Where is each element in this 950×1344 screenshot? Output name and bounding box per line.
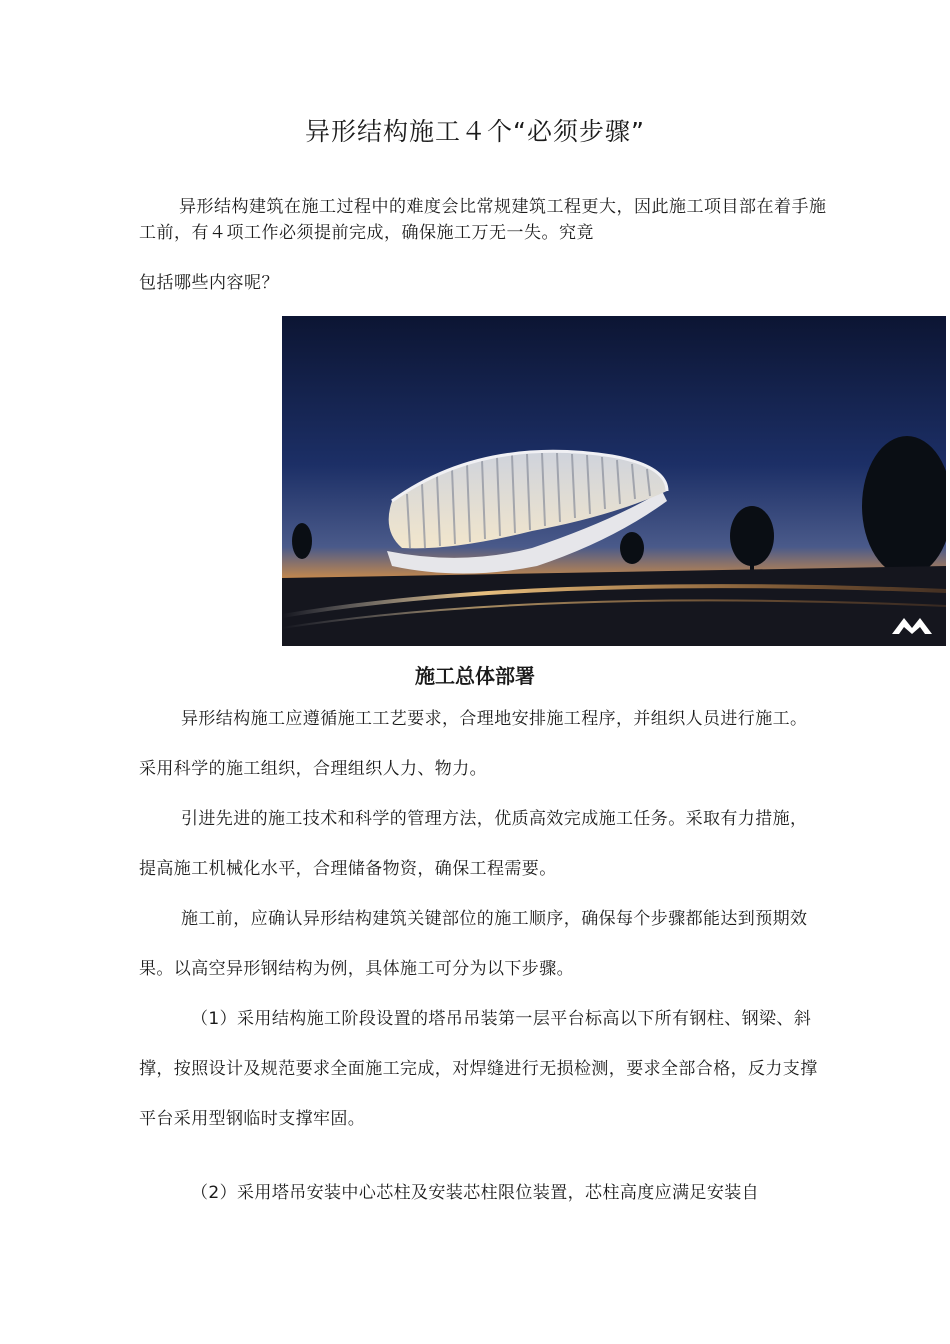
- step-paragraph: （2）采用塔吊安装中心芯柱及安装芯柱限位装置，芯柱高度应满足安装自: [191, 1183, 760, 1203]
- document-title: 异形结构施工４个“必须步骤”: [305, 117, 645, 146]
- intro-question: 包括哪些内容呢？: [139, 273, 279, 293]
- body-paragraph: 引进先进的施工技术和科学的管理方法，优质高效完成施工任务。采取有力措施，提高施工机械化水平，合理储备物资，确保工程需要。: [139, 809, 808, 879]
- section-heading: 施工总体部署: [415, 664, 535, 688]
- body-paragraph: 异形结构施工应遵循施工工艺要求，合理地安排施工程序，并组织人员进行施工。采用科学的施工组织，合理组织人力、物力。: [139, 709, 808, 779]
- body-paragraph: 施工前，应确认异形结构建筑关键部位的施工顺序，确保每个步骤都能达到预期效果。以高空异形钢结构为例，具体施工可分为以下步骤。: [139, 909, 808, 979]
- building-photo: [282, 316, 946, 646]
- step-paragraph: （1）采用结构施工阶段设置的塔吊吊装第一层平台标高以下所有钢柱、钢梁、斜撑，按照设计及规范要求全面施工完成，对焊缝进行无损检测，要求全部合格，反力支撑平台采用型钢临时支撑牢固。: [139, 1009, 818, 1129]
- intro-paragraph: 异形结构建筑在施工过程中的难度会比常规建筑工程更大，因此施工项目部在着手施工前，有４项工作必须提前完成，确保施工万无一失。究竟: [139, 197, 827, 243]
